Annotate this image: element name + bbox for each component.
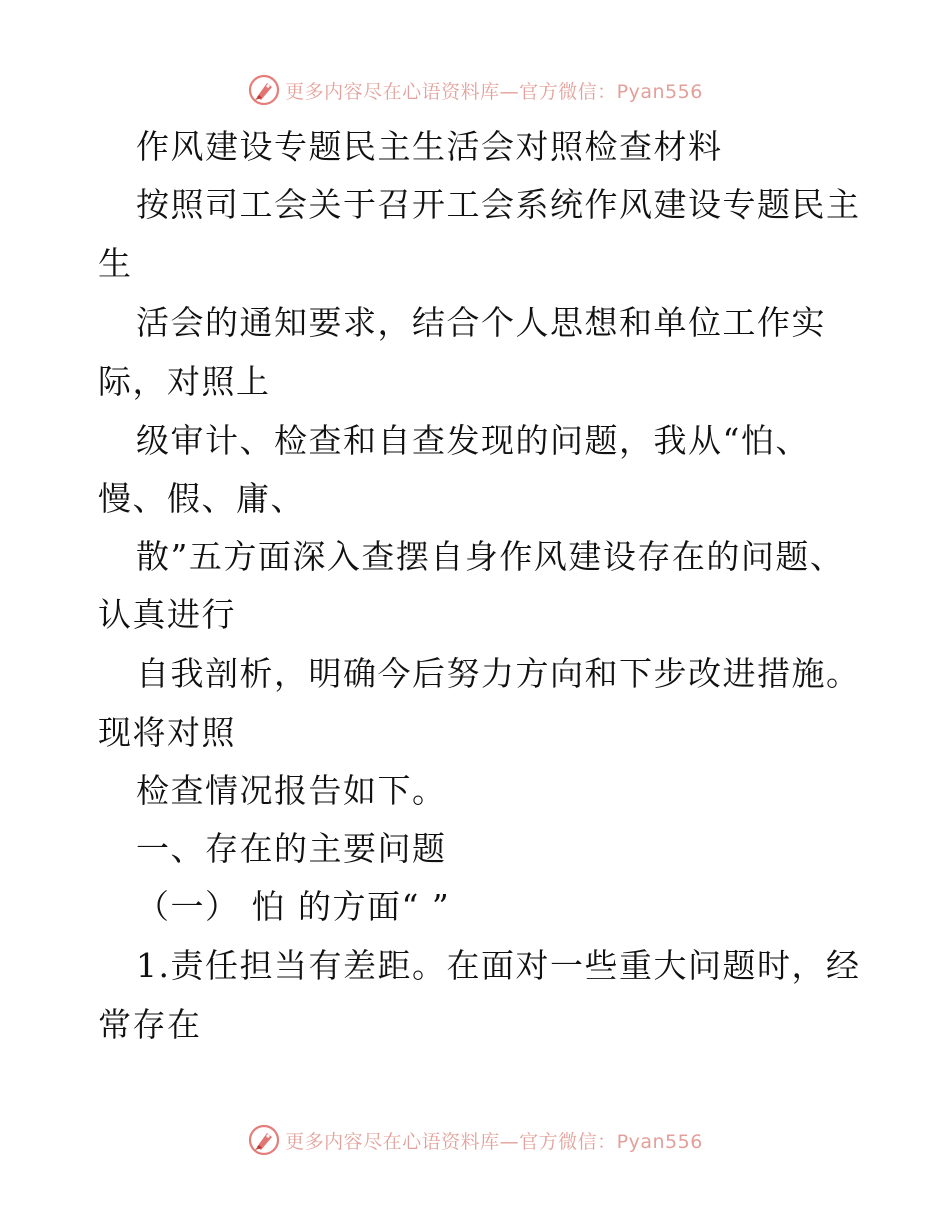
paragraph-line: 散”五方面深入查摆自身作风建设存在的问题、 <box>136 537 845 576</box>
watermark-text: 更多内容尽在心语资料库—官方微信：Pyan556 <box>285 80 703 103</box>
paragraph-line: 按照司工会关于召开工会系统作风建设专题民主 <box>136 185 861 224</box>
pen-nib-logo-icon <box>247 1123 281 1157</box>
paragraph-line: 生 <box>98 244 133 283</box>
paragraph-line: 检查情况报告如下。 <box>136 771 447 810</box>
paragraph-line: 现将对照 <box>98 713 236 752</box>
paragraph-line: 级审计、检查和自查发现的问题，我从“怕、 <box>136 421 810 460</box>
subsection-heading: （一） 怕 的方面“ ” <box>136 887 451 926</box>
paragraph-line: 慢、假、庸、 <box>98 479 305 518</box>
paragraph-line: 际，对照上 <box>98 362 271 401</box>
watermark-text: 更多内容尽在心语资料库—官方微信：Pyan556 <box>285 1130 703 1153</box>
paragraph-line: 活会的通知要求，结合个人思想和单位工作实 <box>136 303 826 342</box>
paragraph-line: 1.责任担当有差距。在面对一些重大问题时，经 <box>136 946 861 985</box>
paragraph-line: 自我剖析，明确今后努力方向和下步改进措施。 <box>136 654 861 693</box>
footer-watermark <box>0 1120 950 1160</box>
paragraph-line: 认真进行 <box>98 595 236 634</box>
document-title: 作风建设专题民主生活会对照检查材料 <box>136 127 723 166</box>
paragraph-line: 常存在 <box>98 1005 202 1044</box>
section-heading: 一、存在的主要问题 <box>136 829 447 868</box>
